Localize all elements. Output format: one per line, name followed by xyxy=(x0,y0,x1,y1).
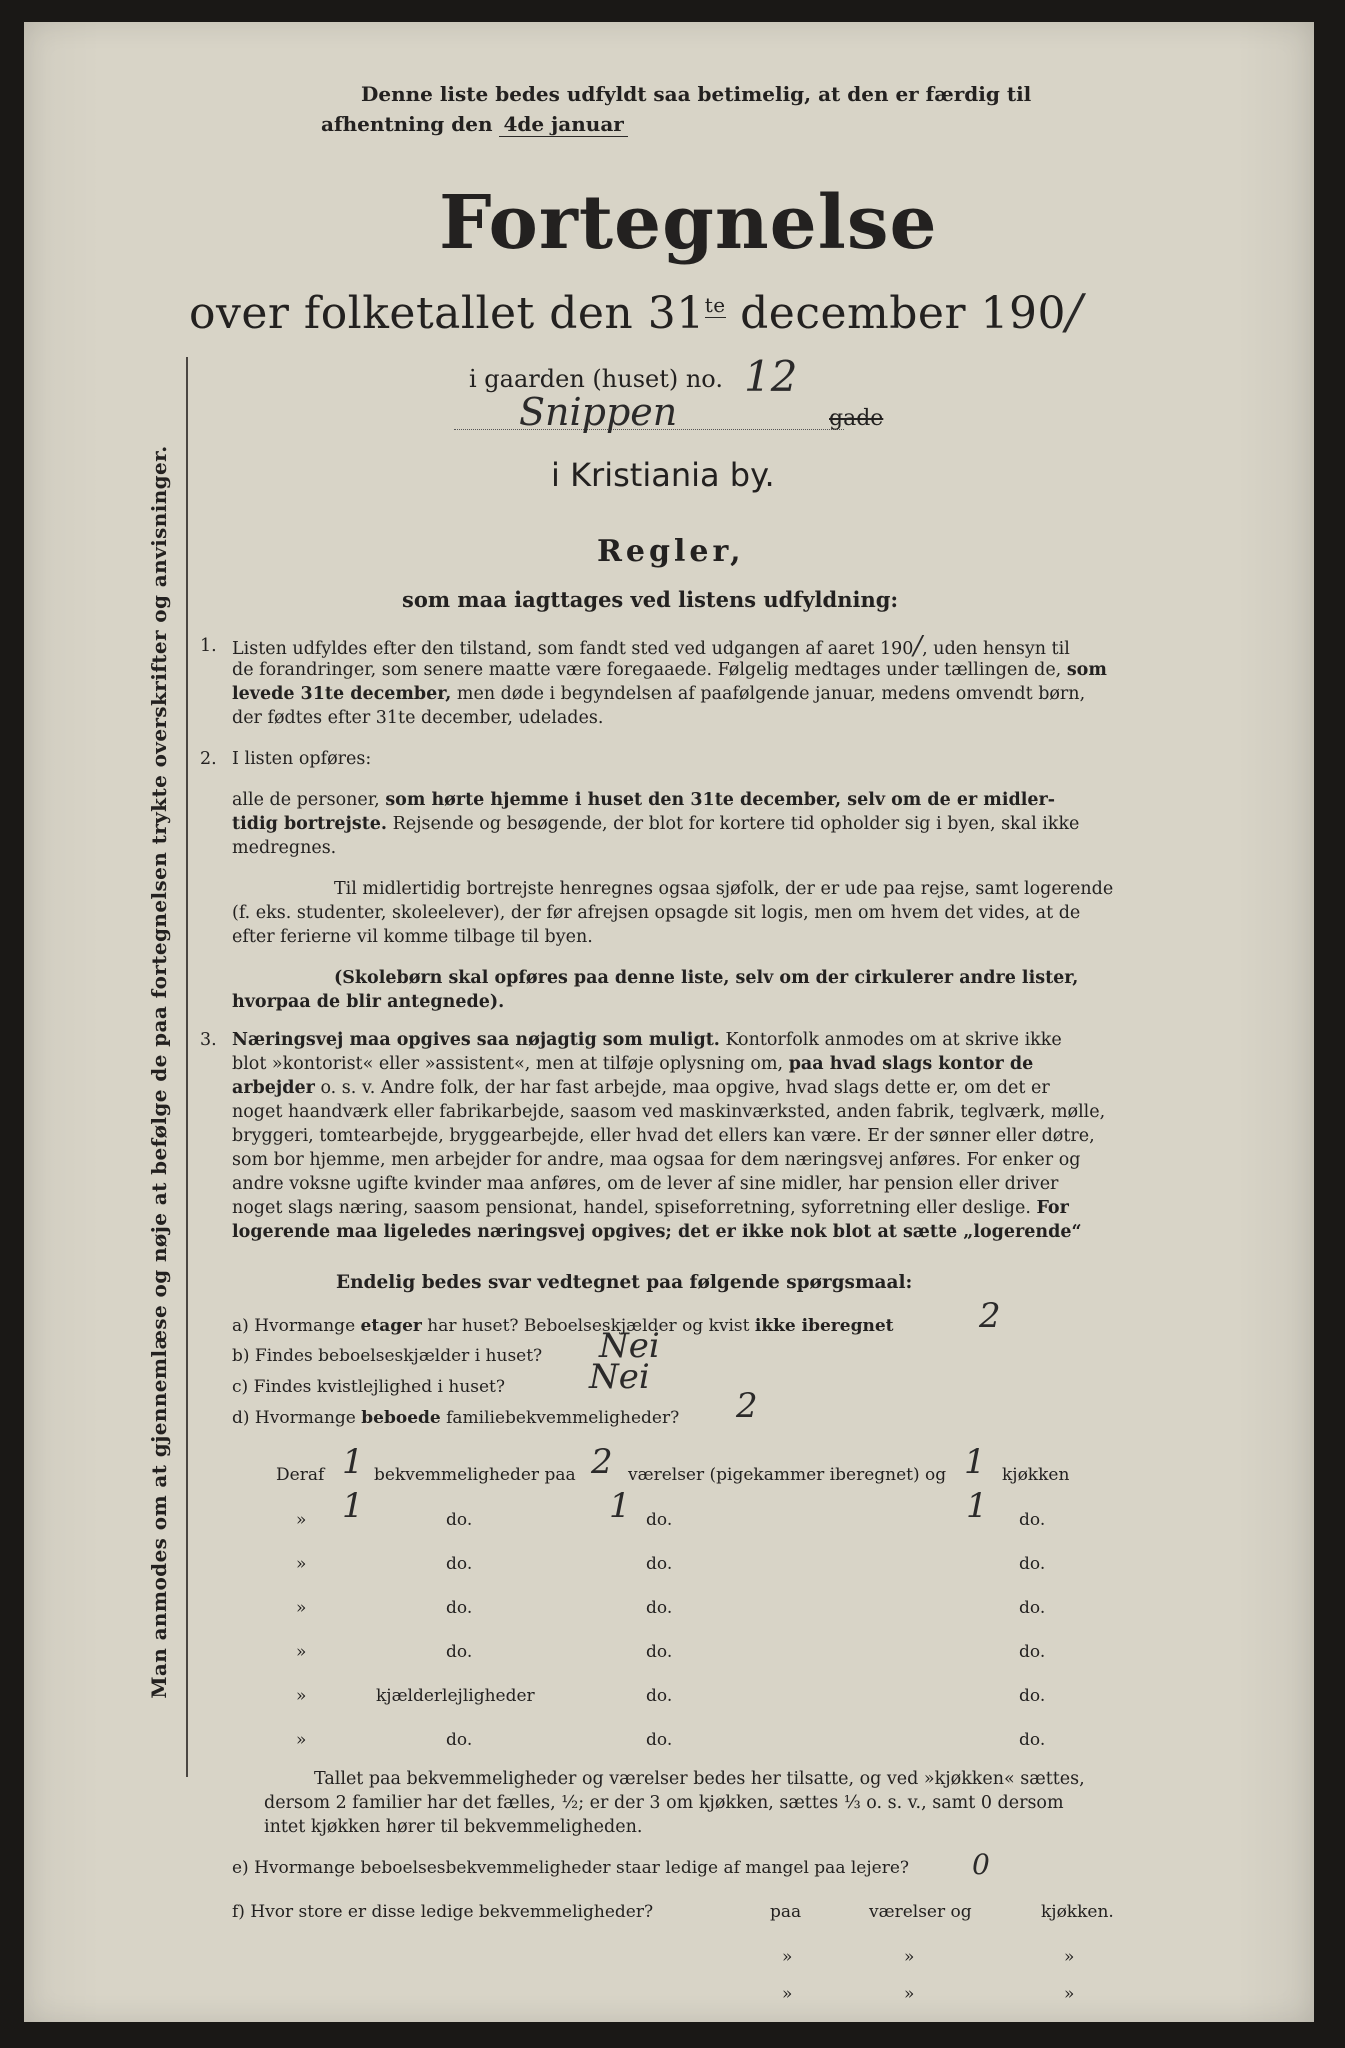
question-f xyxy=(232,1902,653,1922)
row1-rooms: 2 xyxy=(591,1442,613,1482)
rule-2-line-2 xyxy=(232,812,1079,836)
rule-1-l3-text: men døde i begyndelsen af paafølgende januar, medens omvendt børn, xyxy=(456,684,1086,704)
subtitle-suffix: december 190 xyxy=(740,288,1066,339)
question-a-text-1: Hvormange xyxy=(254,1316,356,1336)
rule-1-line-2 xyxy=(232,658,1107,682)
rule-3-line-7: andre voksne ugifte kvinder maa anføres, om de lever af sine midler, har pension eller driver xyxy=(232,1174,1059,1194)
question-d-text-2: beboede xyxy=(361,1408,441,1428)
year-fill: / xyxy=(1065,284,1083,340)
rule-3-l8-text: noget slags næring, saasom pensionat, handel, spiseforretning, syforretning eller deslige. xyxy=(232,1198,1031,1218)
col-bekv-label: bekvemmeligheder paa xyxy=(374,1465,576,1485)
row1-count: 1 xyxy=(342,1442,364,1482)
answer-a: 2 xyxy=(979,1296,1001,1336)
question-e-text: Hvormange beboelsesbekvemmeligheder staar ledige af mangel paa lejere? xyxy=(254,1858,909,1878)
row7-do-3: do. xyxy=(1019,1730,1046,1750)
rule-1-line-3 xyxy=(232,682,1085,706)
question-b-text: Findes beboelseskjælder i huset? xyxy=(254,1346,543,1366)
deraf-label: Deraf xyxy=(276,1465,325,1485)
ditto-mark: » xyxy=(904,1984,915,2004)
rule-2-line-3: medregnes. xyxy=(232,838,337,858)
rule-3-l2-bold: paa hvad slags kontor de xyxy=(788,1054,1034,1074)
rule-3-l3-bold: arbejder xyxy=(232,1078,315,1098)
answer-d: 2 xyxy=(736,1386,758,1426)
question-b-letter: b) xyxy=(232,1346,250,1366)
ditto-mark: » xyxy=(296,1598,307,1618)
rule-3-line-8 xyxy=(232,1196,1069,1220)
rule-2-p2-line-1: Til midlertidig bortrejste henregnes ogsaa sjøfolk, der er ude paa rejse, samt logerende xyxy=(334,879,1114,899)
rule-2-p2-line-3: efter ferierne vil komme tilbage til byen. xyxy=(232,927,593,947)
row6-do-3: do. xyxy=(1019,1686,1046,1706)
rule-2-p3-line-1: (Skolebørn skal opføres paa denne liste, selv om der cirkulerer andre lister, xyxy=(334,968,1079,988)
question-e-letter: e) xyxy=(232,1858,249,1878)
row2-rooms: 1 xyxy=(609,1486,631,1526)
row7-do-1: do. xyxy=(446,1730,473,1750)
row2-do-1: do. xyxy=(446,1510,473,1530)
ditto-mark: » xyxy=(296,1554,307,1574)
row2-do-3: do. xyxy=(1019,1510,1046,1530)
row3-do-3: do. xyxy=(1019,1554,1046,1574)
rules-heading: Regler, xyxy=(597,534,745,569)
rule-1-number: 1. xyxy=(200,636,217,656)
question-f-letter: f) xyxy=(232,1902,245,1922)
ditto-mark: » xyxy=(296,1686,307,1706)
questions-heading: Endelig bedes svar vedtegnet paa følgende spørgsmaal: xyxy=(336,1272,913,1293)
rule-3-l1-bold: Næringsvej maa opgives saa nøjagtig som muligt. xyxy=(232,1030,720,1050)
question-a-text-2: etager xyxy=(360,1316,422,1336)
question-f-text: Hvor store er disse ledige bekvemmeligheder? xyxy=(250,1902,654,1922)
rule-3-line-2 xyxy=(232,1052,1033,1076)
rule-3-line-3 xyxy=(232,1076,1050,1100)
row6-kjaelder: kjælderlejligheder xyxy=(376,1686,535,1706)
rule-2-l1-text: alle de personer, xyxy=(232,790,380,810)
row4-do-3: do. xyxy=(1019,1598,1046,1618)
row4-do-1: do. xyxy=(446,1598,473,1618)
ditto-mark: » xyxy=(1064,1947,1075,1967)
row6-do-2: do. xyxy=(646,1686,673,1706)
question-a-text-4: ikke iberegnet xyxy=(754,1316,894,1336)
question-b xyxy=(232,1346,542,1366)
notice-date: 4de januar xyxy=(499,112,627,137)
side-instruction: Man anmodes om at gjennemlæse og nøje at befølge de paa fortegnelsen trykte overskrifter og anvisninger. xyxy=(147,445,171,1699)
rule-1-year-fill: / xyxy=(913,631,923,661)
question-c-letter: c) xyxy=(232,1377,249,1397)
rule-1-text-a: Listen udfyldes efter den tilstand, som fandt sted ved udgangen af aaret 190 xyxy=(232,639,914,659)
ditto-mark: » xyxy=(1064,1984,1075,2004)
rule-3-line-4: noget haandværk eller fabrikarbejde, saasom ved maskinværksted, anden fabrik, teglværk, mølle, xyxy=(232,1102,1106,1122)
rule-2-l1-bold: som hørte hjemme i huset den 31te december, selv om de er midler- xyxy=(385,790,1055,810)
rule-1-text-b: , uden hensyn til xyxy=(922,639,1070,659)
ditto-mark: » xyxy=(782,1984,793,2004)
notice-line-2 xyxy=(321,112,628,136)
question-d-letter: d) xyxy=(232,1408,250,1428)
row2-do-2: do. xyxy=(646,1510,673,1530)
rule-3-line-6: som bor hjemme, men arbejder for andre, maa ogsaa for dem næringsvej anføres. For enker og xyxy=(232,1150,1081,1170)
question-f-vaer: værelser og xyxy=(869,1902,972,1922)
question-d-text-3: familiebekvemmeligheder? xyxy=(446,1408,680,1428)
row2-count: 1 xyxy=(342,1486,364,1526)
rule-3-l2-text: blot »kontorist« eller »assistent«, men at tilføje oplysning om, xyxy=(232,1054,784,1074)
question-d-text-1: Hvormange xyxy=(254,1408,356,1428)
street-label: gade xyxy=(829,406,884,431)
house-label: i gaarden (huset) no. xyxy=(469,365,723,393)
question-a-text-3: har huset? Beboelseskjælder og kvist xyxy=(427,1316,750,1336)
rule-3-l1-text: Kontorfolk anmodes om at skrive ikke xyxy=(725,1030,1062,1050)
rule-3-l8-bold: For xyxy=(1036,1198,1069,1218)
question-d xyxy=(232,1408,679,1428)
question-c-text: Findes kvistlejlighed i huset? xyxy=(253,1377,506,1397)
question-f-paa: paa xyxy=(770,1902,802,1922)
subtitle-sup: te xyxy=(704,293,726,318)
rule-1-l3-bold: levede 31te december, xyxy=(232,684,452,704)
question-f-kjok: kjøkken. xyxy=(1041,1902,1114,1922)
rule-3-line-1 xyxy=(232,1028,1062,1052)
city: i Kristiania by. xyxy=(551,456,775,494)
rule-1-line-1 xyxy=(232,631,1070,661)
ditto-mark: » xyxy=(296,1510,307,1530)
table-note-line-1: Tallet paa bekvemmeligheder og værelser bedes her tilsatte, og ved »kjøkken« sættes, xyxy=(314,1769,1085,1789)
rule-3-line-5: bryggeri, tomtearbejde, bryggearbejde, eller hvad det ellers kan være. Er der sønner eller døtre, xyxy=(232,1126,1095,1146)
row5-do-3: do. xyxy=(1019,1642,1046,1662)
house-number: 12 xyxy=(744,352,798,401)
subtitle-prefix: over folketallet den 31 xyxy=(189,288,705,339)
col-kjok-label: kjøkken xyxy=(1002,1465,1070,1485)
row5-do-2: do. xyxy=(646,1642,673,1662)
question-c xyxy=(232,1377,505,1397)
question-a xyxy=(232,1316,894,1336)
rule-3-l3-text: o. s. v. Andre folk, der har fast arbejde, maa opgive, hvad slags dette er, om det er xyxy=(320,1078,1050,1098)
col-vaer-label: værelser (pigekammer iberegnet) og xyxy=(628,1465,947,1485)
rule-1-line-4: der fødtes efter 31te december, udelades. xyxy=(232,708,604,728)
ditto-mark: » xyxy=(782,1947,793,1967)
ditto-mark: » xyxy=(904,1947,915,1967)
rule-2-p2-line-2: (f. eks. studenter, skoleelever), der før afrejsen opsagde sit logis, men om hvem det vides, at de xyxy=(232,903,1081,923)
rule-3-line-9: logerende maa ligeledes næringsvej opgives; det er ikke nok blot at sætte „logerende“ xyxy=(232,1222,1082,1242)
rule-1-l2-text: de forandringer, som senere maatte være foregaaede. Følgelig medtages under tællingen de, xyxy=(232,660,1062,680)
row3-do-2: do. xyxy=(646,1554,673,1574)
answer-c: Nei xyxy=(589,1357,650,1397)
notice-prefix: afhentning den xyxy=(321,112,493,136)
row2-kitchen: 1 xyxy=(966,1486,988,1526)
rule-2-p3-line-2: hvorpaa de blir antegnede). xyxy=(232,992,505,1012)
row7-do-2: do. xyxy=(646,1730,673,1750)
answer-e: 0 xyxy=(972,1848,990,1881)
rule-1-l2-bold: som xyxy=(1066,660,1107,680)
rule-2-intro: I listen opføres: xyxy=(232,749,372,769)
row1-kitchen: 1 xyxy=(964,1442,986,1482)
census-form-page xyxy=(24,22,1314,2022)
street-name: Snippen xyxy=(519,390,678,434)
notice-line-1: Denne liste bedes udfyldt saa betimelig, at den er færdig til xyxy=(361,82,1032,106)
question-a-letter: a) xyxy=(232,1316,249,1336)
row4-do-2: do. xyxy=(646,1598,673,1618)
ditto-mark: » xyxy=(296,1730,307,1750)
rule-2-l2-text: Rejsende og besøgende, der blot for kortere tid opholder sig i byen, skal ikke xyxy=(392,814,1080,834)
rule-2-line-1 xyxy=(232,788,1055,812)
row5-do-1: do. xyxy=(446,1642,473,1662)
ditto-mark: » xyxy=(296,1642,307,1662)
side-divider xyxy=(186,357,188,1777)
rule-2-l2-bold: tidig bortrejste. xyxy=(232,814,388,834)
question-e xyxy=(232,1858,909,1878)
rules-subheading: som maa iagttages ved listens udfyldning: xyxy=(402,587,899,612)
rule-3-number: 3. xyxy=(200,1030,217,1050)
table-note-line-2: dersom 2 familier har det fælles, ½; er der 3 om kjøkken, sættes ⅓ o. s. v., samt 0 dersom xyxy=(264,1793,1064,1813)
page-title: Fortegnelse xyxy=(439,180,938,266)
subtitle xyxy=(189,284,1083,340)
rule-2-number: 2. xyxy=(200,749,217,769)
answer-b: Nei xyxy=(599,1326,660,1366)
row3-do-1: do. xyxy=(446,1554,473,1574)
table-note-line-3: intet kjøkken hører til bekvemmeligheden. xyxy=(264,1817,643,1837)
